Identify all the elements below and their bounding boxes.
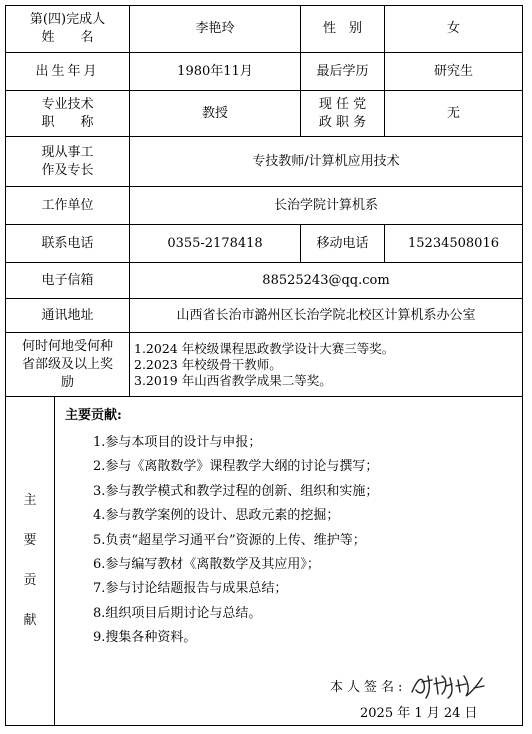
side-char: 要 <box>23 533 37 548</box>
education-value: 研究生 <box>385 53 523 91</box>
side-char: 献 <box>23 613 37 628</box>
email-value: 88525243@qq.com <box>130 263 523 299</box>
admin-label-line1: 现 任 党 <box>318 96 367 112</box>
side-char: 主 <box>23 493 37 508</box>
work-label-line2: 作及专长 <box>41 162 94 178</box>
award-item: 1.2024 年校级课程思政教学设计大赛三等奖。 <box>134 340 395 356</box>
contribution-list <box>65 431 378 651</box>
title-label-line1: 专业技术 <box>41 96 94 112</box>
award-label-cell <box>5 333 130 397</box>
award-item: 2.2023 年校级骨干教师。 <box>134 356 282 372</box>
awards-list <box>134 341 394 389</box>
name-value: 李艳玲 <box>130 5 301 53</box>
contribution-item: 2.参与《离散数学》课程教学大纲的讨论与撰写； <box>93 459 379 475</box>
award-label-line3: 励 <box>60 374 74 390</box>
gender-value: 女 <box>385 5 523 53</box>
contribution-side-label <box>5 397 55 726</box>
signature-line <box>330 670 488 700</box>
unit-value: 长治学院计算机系 <box>130 187 523 225</box>
admin-label-cell <box>301 91 385 137</box>
birth-label: 出生年月 <box>5 53 130 91</box>
mobile-label: 移动电话 <box>301 225 385 263</box>
handwritten-signature-icon <box>408 670 488 700</box>
gender-label: 性 别 <box>301 5 385 53</box>
email-label: 电子信箱 <box>5 263 130 299</box>
name-label-line2: 姓 名 <box>41 30 94 45</box>
award-label-line2: 省部级及以上奖 <box>21 356 113 372</box>
contribution-item: 1.参与本项目的设计与申报； <box>93 435 262 450</box>
contribution-item: 4.参与教学案例的设计、思政元素的挖掘； <box>93 508 340 524</box>
signature-label: 本人签名: <box>330 679 407 695</box>
side-char: 贡 <box>23 573 37 588</box>
title-value: 教授 <box>130 91 301 137</box>
admin-value: 无 <box>385 91 523 137</box>
mobile-value: 15234508016 <box>385 225 523 263</box>
contribution-heading: 主要贡献: <box>65 408 122 423</box>
admin-label-line2: 政 职 务 <box>318 114 367 130</box>
phone-value: 0355-2178418 <box>130 225 301 263</box>
signature-date: 2025 年 1 月 24 日 <box>360 706 478 721</box>
work-value: 专技教师/计算机应用技术 <box>130 137 523 187</box>
unit-label: 工作单位 <box>5 187 130 225</box>
contribution-item: 6.参与编写教材《离散数学及其应用》； <box>93 556 320 572</box>
name-label-line1: 第(四)完成人 <box>29 12 106 27</box>
title-label-line2: 职 称 <box>41 114 94 130</box>
awards-cell <box>130 333 523 397</box>
contribution-item: 5.负责“超星学习通平台”资源的上传、维护等； <box>93 532 366 548</box>
contribution-item: 3.参与教学模式和教学过程的创新、组织和实施； <box>93 483 379 499</box>
birth-value: 1980年11月 <box>130 53 301 91</box>
work-label-cell <box>5 137 130 187</box>
work-label-line1: 现从事工 <box>41 144 94 160</box>
education-label: 最后学历 <box>301 53 385 91</box>
award-item: 3.2019 年山西省教学成果二等奖。 <box>134 372 332 388</box>
address-value: 山西省长治市潞州区长治学院北校区计算机系办公室 <box>130 299 523 333</box>
award-label-line1: 何时何地受何种 <box>21 338 113 354</box>
contribution-item: 7.参与讨论结题报告与成果总结； <box>93 581 288 597</box>
title-label-cell <box>5 91 130 137</box>
address-label: 通讯地址 <box>5 299 130 333</box>
phone-label: 联系电话 <box>5 225 130 263</box>
name-label-cell <box>5 5 130 53</box>
contribution-item: 8.组织项目后期讨论与总结。 <box>93 605 262 621</box>
info-table <box>5 5 523 726</box>
contribution-item: 9.搜集各种资料。 <box>93 630 197 646</box>
